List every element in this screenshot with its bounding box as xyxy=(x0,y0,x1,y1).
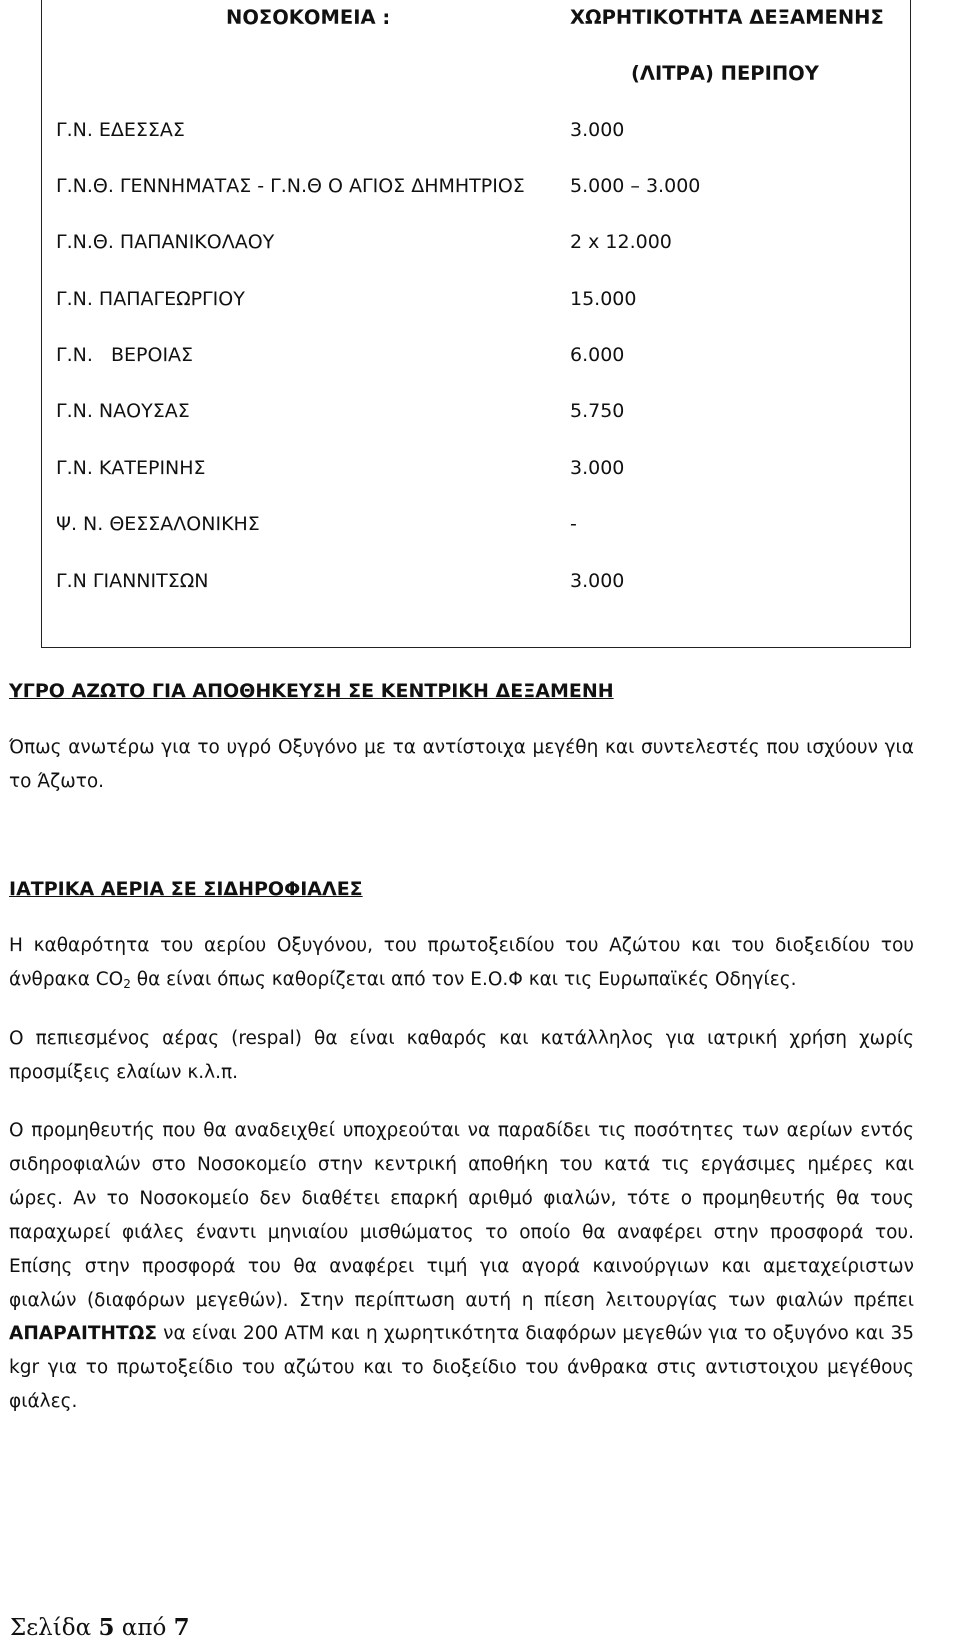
table-row-hospital: Γ.Ν ΓΙΑΝΝΙΤΣΩΝ xyxy=(56,570,209,592)
table-header-hospitals: ΝΟΣΟΚΟΜΕΙΑ : xyxy=(226,6,391,29)
table-row-hospital: Γ.Ν.Θ. ΠΑΠΑΝΙΚΟΛΑΟΥ xyxy=(56,231,275,253)
table-row-hospital: Ψ. Ν. ΘΕΣΣΑΛΟΝΙΚΗΣ xyxy=(56,513,260,535)
table-header-capacity-unit: (ΛΙΤΡΑ) ΠΕΡΙΠΟΥ xyxy=(631,62,819,85)
nitrogen-section-title: ΥΓΡΟ ΑΖΩΤΟ ΓΙΑ ΑΠΟΘΗΚΕΥΣΗ ΣΕ ΚΕΝΤΡΙΚΗ ΔΕΞΑΜΕΝΗ xyxy=(9,680,614,702)
table-row-hospital: Γ.Ν. ΠΑΠΑΓΕΩΡΓΙΟΥ xyxy=(56,288,245,310)
table-row-hospital: Γ.Ν. ΝΑΟΥΣΑΣ xyxy=(56,400,190,422)
purity-text-end: θα είναι όπως καθορίζεται από τον Ε.Ο.Φ και τις Ευρωπαϊκές Οδηγίες. xyxy=(130,968,797,990)
page-label: Σελίδα xyxy=(10,1615,99,1641)
respal-paragraph: Ο πεπιεσμένος αέρας (respal) θα είναι καθαρός και κατάλληλος για ιατρική χρήση χωρίς προσμίξεις ελαίων κ.λ.π. xyxy=(9,1028,914,1083)
table-row-capacity: 15.000 xyxy=(570,288,637,310)
page-footer xyxy=(10,1614,190,1641)
table-row-capacity: 3.000 xyxy=(570,457,625,479)
hospital-tank-table xyxy=(41,0,911,648)
supplier-text: Ο προμηθευτής που θα αναδειχθεί υποχρεούται να παραδίδει τις ποσότητες των αερίων εντός σιδηροφιαλών στο Νοσοκομείο στην κεντρική αποθήκη του κατά τις εργάσιμες ημέρες και ώρες. Αν το Νοσοκομείο δεν διαθέτει επαρκή αριθμό φιαλών, τότε ο προμηθευτής θα τους παραχωρεί φιάλες έναντι μηνιαίου μισθώματος το οποίο θα αναφέρει στην προσφορά του. Επίσης στην προσφορά του θα αναφέρει τιμή για αγορά καινούργιων και αμεταχείριστων φιαλών (διαφόρων μεγεθών). Στην περίπτωση αυτή η πίεση λειτουργίας των φιαλών πρέπει xyxy=(9,1120,914,1311)
supplier-paragraph xyxy=(9,1114,914,1419)
table-row-capacity: 3.000 xyxy=(570,570,625,592)
supplier-text-end: να είναι 200 ΑΤΜ και η χωρητικότητα διαφόρων μεγεθών για το οξυγόνο και 35 kgr για το πρωτοξείδιο του αζώτου και το διοξείδιο του άνθρακα στις αντιστοιχου μεγέθους φιάλες. xyxy=(9,1323,914,1413)
cylinders-section-title: ΙΑΤΡΙΚΑ ΑΕΡΙΑ ΣΕ ΣΙΔΗΡΟΦΙΑΛΕΣ xyxy=(9,878,363,900)
co2-subscript: 2 xyxy=(123,976,131,991)
table-row-hospital: Γ.Ν.Θ. ΓΕΝΝΗΜΑΤΑΣ - Γ.Ν.Θ Ο ΑΓΙΟΣ ΔΗΜΗΤΡΙΟΣ xyxy=(56,175,525,197)
purity-text: Η καθαρότητα του αερίου Οξυγόνου, του πρωτοξειδίου του Αζώτου και του διοξειδίου του άνθρακα CO xyxy=(9,935,914,990)
table-row-capacity: 3.000 xyxy=(570,119,625,141)
table-row-capacity: 6.000 xyxy=(570,344,625,366)
table-row-hospital: Γ.Ν. ΕΔΕΣΣΑΣ xyxy=(56,119,185,141)
of-label: από xyxy=(114,1615,174,1641)
table-row-capacity: 5.750 xyxy=(570,400,625,422)
table-row-capacity: 5.000 – 3.000 xyxy=(570,175,701,197)
table-row-capacity: - xyxy=(570,513,577,535)
page-number: 5 xyxy=(98,1614,115,1641)
table-row-capacity: 2 x 12.000 xyxy=(570,231,672,253)
page-total: 7 xyxy=(173,1614,190,1641)
table-row-hospital: Γ.Ν. ΒΕΡΟΙΑΣ xyxy=(56,344,194,366)
table-row-hospital: Γ.Ν. ΚΑΤΕΡΙΝΗΣ xyxy=(56,457,206,479)
purity-paragraph xyxy=(9,929,914,997)
emphasis-text: ΑΠΑΡΑΙΤΗΤΩΣ xyxy=(9,1323,157,1345)
nitrogen-paragraph: Όπως ανωτέρω για το υγρό Οξυγόνο με τα αντίστοιχα μεγέθη και συντελεστές που ισχύουν για το Άζωτο. xyxy=(9,737,914,792)
table-header-capacity: ΧΩΡΗΤΙΚΟΤΗΤΑ ΔΕΞΑΜΕΝΗΣ xyxy=(570,6,884,29)
